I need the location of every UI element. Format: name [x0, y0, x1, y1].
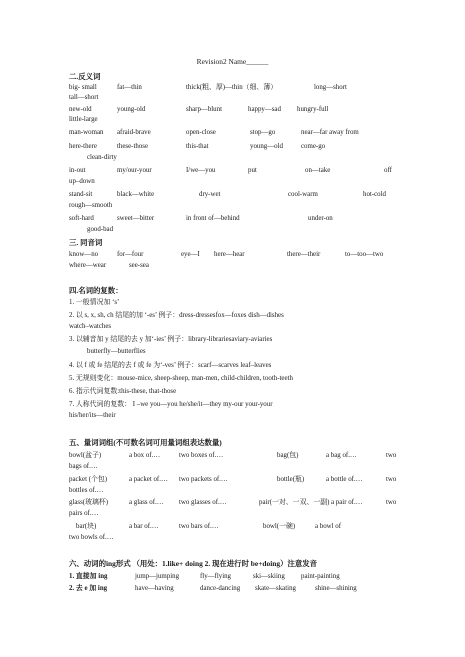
measure-word: two: [386, 476, 397, 483]
word-pair: young—old: [250, 143, 283, 150]
word-pair: in front of—behind: [186, 215, 240, 222]
measure-row: [69, 522, 399, 532]
word-pair: this-that: [186, 143, 209, 150]
word-pair: on—take: [305, 167, 331, 174]
rule-text: 1. 一般情况加 ‘s’: [69, 299, 120, 306]
word-pair: soft-hard: [69, 215, 94, 222]
section-noun-plural-heading: 四.名词的复数：: [69, 286, 123, 295]
ing-example: shine—shining: [315, 585, 357, 592]
ing-row: [69, 572, 399, 582]
measure-row: [69, 451, 399, 461]
measure-word: bottles of.…: [69, 487, 104, 494]
antonym-row: [69, 128, 399, 138]
measure-word: a box of.…: [129, 452, 161, 459]
measure-word: a bag of.…: [326, 452, 357, 459]
word-pair: afraid-brave: [117, 129, 151, 136]
word-pair: in-out: [69, 167, 86, 174]
word-pair: black—white: [117, 191, 155, 198]
word-pair: off: [384, 167, 392, 174]
measure-word: a pair of.…: [331, 499, 363, 506]
word-pair: where—wear: [69, 262, 107, 269]
ing-row: [69, 584, 399, 594]
word-pair: stop—go: [250, 129, 276, 136]
measure-word: two: [386, 499, 397, 506]
measure-row: [69, 498, 399, 508]
measure-word: bowl(盆子): [69, 452, 102, 459]
word-pair: near—far away from: [301, 129, 359, 136]
word-pair: for—four: [117, 251, 144, 258]
word-pair: big- small: [69, 84, 97, 91]
word-pair: clean-dirty: [87, 154, 117, 161]
measure-word: bar(块): [76, 523, 97, 530]
ing-example: skate—skating: [255, 585, 296, 592]
ing-example: dance-dancing: [200, 585, 241, 592]
word-pair: thick(粗、厚)—thin（细、薄）: [186, 84, 278, 91]
word-pair: here-there: [69, 143, 97, 150]
word-pair: good-bad: [87, 226, 114, 233]
section-antonyms-heading: 二.反义词: [69, 72, 101, 81]
rule-text: watch–watches: [69, 323, 112, 330]
measure-word: two: [386, 452, 397, 459]
word-pair: hungry-full: [297, 106, 329, 113]
word-pair: fat—thin: [117, 84, 142, 91]
word-pair: happy—sad: [248, 106, 281, 113]
antonym-row: [69, 214, 399, 224]
measure-word: packet (个包): [69, 476, 108, 483]
word-pair: dry-wet: [199, 191, 221, 198]
ing-rule: 2. 去 e 加 ing: [69, 585, 108, 592]
word-pair: here—hear: [214, 251, 245, 258]
rule-text: 5. 无规则变化：mouse-mice, sheep-sheep, man-men, child-children, tooth-teeth: [69, 375, 293, 382]
homophone-row: [69, 261, 269, 271]
ing-example: fly—flying: [200, 573, 232, 580]
word-pair: to—too—two: [345, 251, 384, 258]
word-pair: cool-warm: [288, 191, 318, 198]
ing-example: ski—skiing: [253, 573, 285, 580]
word-pair: hot-cold: [363, 191, 386, 198]
antonym-row: [69, 190, 399, 200]
measure-word: a packet of.…: [129, 476, 168, 483]
rule-text: 4. 以 f 或 fe 结尾的去 f 或 fe 为‘-ves’ 例子：scarf—scarves leaf–leaves: [69, 362, 272, 369]
word-pair: my/our-your: [117, 167, 152, 174]
measure-word: a bar of.…: [129, 523, 159, 530]
word-pair: these-those: [117, 143, 148, 150]
word-pair: there—their: [287, 251, 321, 258]
ing-example: jump—jumping: [135, 573, 180, 580]
measure-word: two bowls of.…: [69, 534, 114, 541]
word-pair: eye—I: [181, 251, 200, 258]
measure-word: a bowl of: [315, 523, 342, 530]
word-pair: young-old: [117, 106, 146, 113]
word-pair: new-old: [69, 106, 92, 113]
antonym-row: [69, 142, 399, 152]
measure-row: [69, 475, 399, 485]
ing-rule: 1. 直接加 ing: [69, 573, 108, 580]
word-pair: stand-sit: [69, 191, 93, 198]
word-pair: know—no: [69, 251, 99, 258]
rule-text: 3. 以辅音加 y 结尾的去 y 加‘-ies’ 例子：library-librariesaviary-aviaries: [69, 336, 273, 343]
section-ing-heading: 六、动词的ing形式 （用处：1.like+ doing 2. 现在进行时 be+doing）注意发音: [69, 559, 318, 568]
word-pair: see-sea: [129, 262, 149, 269]
rule-text: his/her/its—their: [69, 412, 116, 419]
section-homophones-heading: 三. 同音词: [69, 238, 103, 247]
homophone-row: [69, 250, 399, 260]
measure-word: pairs of.…: [69, 510, 99, 517]
measure-word: a glass of.…: [129, 499, 164, 506]
measure-word: a bottle of.…: [326, 476, 363, 483]
rule-text: 6. 指示代词复数:this-these, that-those: [69, 388, 177, 395]
measure-word: bag(包): [277, 452, 299, 459]
word-pair: open-close: [186, 129, 216, 136]
ing-example: have—having: [135, 585, 174, 592]
word-pair: little-large: [69, 116, 98, 123]
antonym-row: [69, 166, 399, 176]
antonym-row: [69, 83, 399, 93]
word-pair: tall—short: [69, 94, 99, 101]
word-pair: sharp—blunt: [186, 106, 222, 113]
measure-word: bottle(瓶): [277, 476, 305, 483]
measure-word: two packets of.…: [179, 476, 228, 483]
measure-word: pair(一对、一双、一副): [259, 499, 330, 506]
word-pair: I/we—you: [186, 167, 216, 174]
section-measure-heading: 五、量词词组(不可数名词可用量词组表达数量): [69, 438, 222, 447]
word-pair: under-on: [308, 215, 333, 222]
word-pair: up–down: [69, 178, 95, 185]
measure-word: bowl(一碗): [263, 523, 296, 530]
rule-text: 2. 以 s, x, sh, ch 结尾的加 ‘-es’ 例子：dress-dressesfox—foxes dish—dishes: [69, 312, 284, 319]
measure-word: two bars of.…: [179, 523, 219, 530]
measure-word: bags of.…: [69, 463, 98, 470]
word-pair: man-woman: [69, 129, 104, 136]
antonym-row: [69, 105, 399, 115]
rule-text: 7. 人称代词的复数： I –we you—you he/she/it—they my-our your-your: [69, 401, 273, 408]
word-pair: long—short: [314, 84, 347, 91]
word-pair: come-go: [301, 143, 326, 150]
measure-word: glass(玻璃杯): [69, 499, 109, 506]
page-title: Revision2 Name______: [196, 57, 269, 66]
rule-text: butterfly—butterflies: [87, 348, 146, 355]
measure-word: two boxes of.…: [179, 452, 224, 459]
word-pair: sweet—bitter: [117, 215, 155, 222]
measure-word: two glasses of.…: [179, 499, 227, 506]
word-pair: put: [248, 167, 257, 174]
ing-example: paint-painting: [301, 573, 340, 580]
word-pair: rough—smooth: [69, 202, 113, 209]
